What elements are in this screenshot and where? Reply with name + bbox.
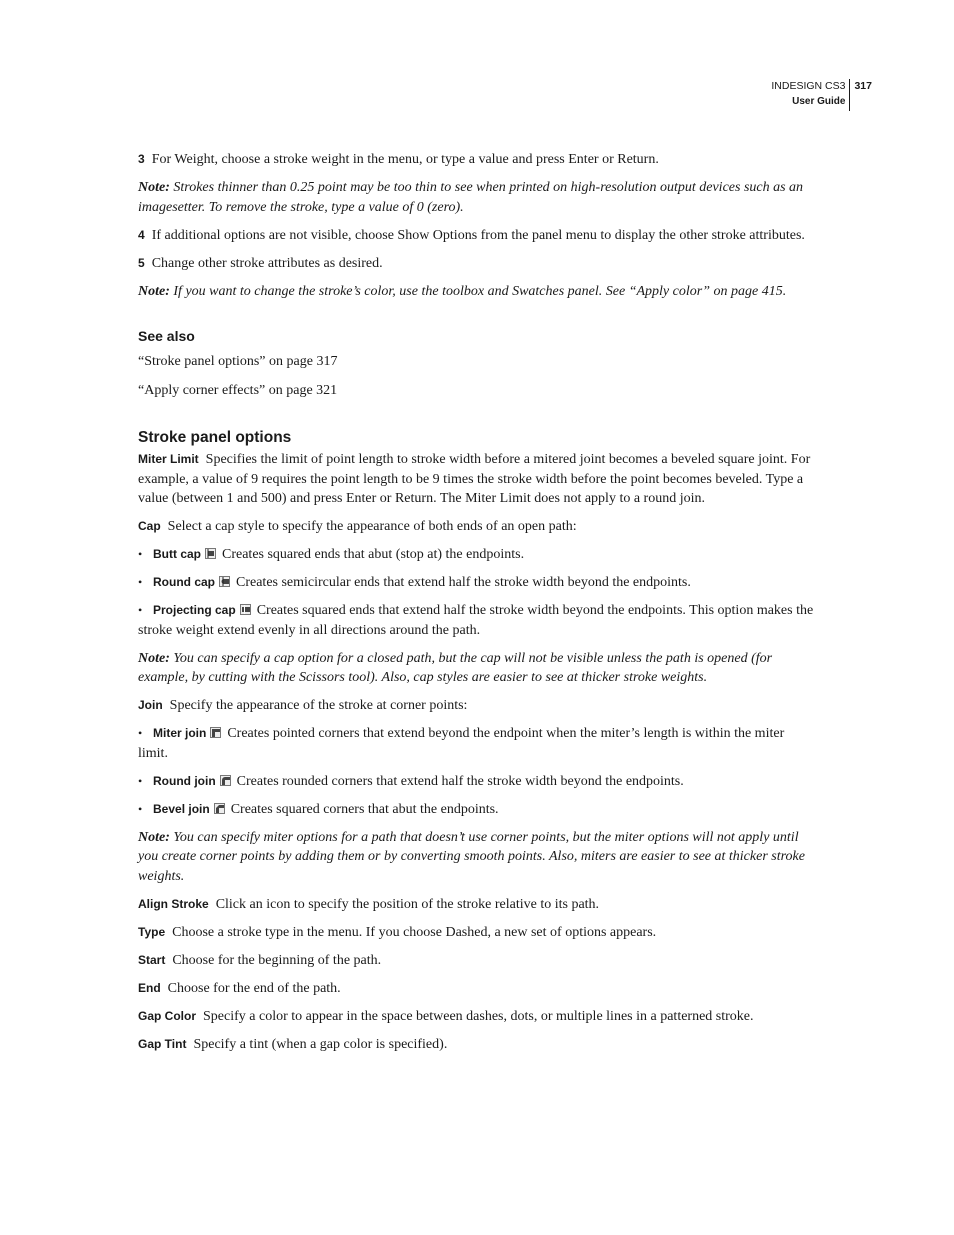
butt-cap-icon bbox=[205, 548, 216, 559]
step-5 bbox=[138, 254, 816, 274]
option-term: Gap Color bbox=[138, 1008, 197, 1023]
option-miter-limit bbox=[138, 450, 816, 509]
note-2 bbox=[138, 282, 816, 302]
step-number: 5 bbox=[138, 255, 145, 270]
option-start bbox=[138, 951, 816, 971]
note-label: Note: bbox=[138, 180, 170, 195]
option-term: Align Stroke bbox=[138, 896, 209, 911]
product-name: INDESIGN CS3 bbox=[771, 80, 846, 92]
option-term: Miter Limit bbox=[138, 452, 199, 466]
join-text: Creates rounded corners that extend half the stroke width beyond the endpoints. bbox=[236, 773, 684, 789]
option-cap bbox=[138, 517, 816, 537]
note-3 bbox=[138, 649, 816, 688]
note-1 bbox=[138, 178, 816, 217]
note-text: If you want to change the stroke’s color, use the toolbox and Swatches panel. See “Apply color” on page 415. bbox=[173, 283, 787, 299]
cap-item-butt bbox=[138, 545, 816, 565]
join-term: Miter join bbox=[153, 726, 207, 740]
join-text: Creates squared corners that abut the endpoints. bbox=[230, 801, 499, 817]
option-text: Choose for the end of the path. bbox=[167, 980, 341, 996]
cap-term: Projecting cap bbox=[153, 603, 236, 617]
option-text: Choose for the beginning of the path. bbox=[172, 952, 382, 968]
bullet: • bbox=[138, 575, 143, 589]
option-term: End bbox=[138, 980, 161, 995]
page-number: 317 bbox=[854, 80, 872, 92]
note-text: You can specify a cap option for a closed path, but the cap will not be visible unless the path is opened (for example, by cutting with the Scissors tool). Also, cap styles are easier to see at thicker stroke weights. bbox=[138, 650, 773, 685]
note-text: Strokes thinner than 0.25 point may be too thin to see when printed on high-resolution output devices such as an imagesetter. To remove the stroke, type a value of 0 (zero). bbox=[138, 180, 804, 215]
cap-text: Creates squared ends that abut (stop at) the endpoints. bbox=[222, 547, 525, 562]
option-term: Type bbox=[138, 924, 166, 939]
step-3 bbox=[138, 150, 816, 170]
round-join-icon bbox=[220, 775, 231, 786]
option-term: Gap Tint bbox=[138, 1036, 187, 1051]
cap-term: Round cap bbox=[153, 575, 215, 589]
join-term: Bevel join bbox=[153, 801, 210, 816]
option-text: Specify the appearance of the stroke at corner points: bbox=[169, 698, 468, 713]
join-text: Creates pointed corners that extend beyond the endpoint when the miter’s length is within the miter limit. bbox=[138, 726, 785, 761]
step-4 bbox=[138, 226, 816, 246]
cap-text: Creates squared ends that extend half the stroke width beyond the endpoints. This option makes the stroke weight extend evenly in all directions around the path. bbox=[138, 603, 814, 638]
step-number: 4 bbox=[138, 227, 145, 242]
note-label: Note: bbox=[138, 283, 170, 299]
bullet: • bbox=[138, 547, 143, 561]
see-also-link-stroke-panel-options[interactable]: “Stroke panel options” on page 317 bbox=[138, 354, 338, 369]
note-label: Note: bbox=[138, 829, 170, 845]
miter-join-icon bbox=[210, 727, 221, 738]
bullet: • bbox=[138, 773, 143, 788]
option-term: Cap bbox=[138, 519, 161, 533]
round-cap-icon bbox=[219, 576, 230, 587]
join-item-miter bbox=[138, 724, 816, 763]
step-number: 3 bbox=[138, 152, 145, 166]
cap-item-round bbox=[138, 573, 816, 593]
join-item-round bbox=[138, 772, 816, 792]
see-also-link-apply-corner-effects[interactable]: “Apply corner effects” on page 321 bbox=[138, 382, 338, 398]
see-also-heading: See also bbox=[138, 328, 195, 344]
step-text: Change other stroke attributes as desired. bbox=[151, 255, 383, 271]
note-4 bbox=[138, 828, 816, 887]
section-title: Stroke panel options bbox=[138, 429, 292, 446]
option-type bbox=[138, 923, 816, 943]
page-header bbox=[771, 79, 872, 111]
join-term: Round join bbox=[153, 773, 216, 788]
option-text: Specify a color to appear in the space between dashes, dots, or multiple lines in a patterned stroke. bbox=[203, 1008, 754, 1024]
header-text bbox=[771, 79, 849, 111]
step-text: If additional options are not visible, choose Show Options from the panel menu to display the other stroke attributes. bbox=[151, 227, 805, 243]
guide-name: User Guide bbox=[792, 96, 846, 107]
note-label: Note: bbox=[138, 650, 170, 666]
bullet: • bbox=[138, 603, 143, 617]
projecting-cap-icon bbox=[240, 604, 251, 615]
cap-text: Creates semicircular ends that extend half the stroke width beyond the endpoints. bbox=[236, 575, 691, 590]
note-text: You can specify miter options for a path that doesn’t use corner points, but the miter options will not apply until you create corner points by adding them or by converting smooth points. Also, miters are easier to see at thicker stroke weights. bbox=[138, 829, 805, 884]
bullet: • bbox=[138, 726, 143, 740]
option-term: Join bbox=[138, 698, 163, 712]
option-align-stroke bbox=[138, 895, 816, 915]
cap-item-projecting bbox=[138, 601, 816, 640]
cap-term: Butt cap bbox=[153, 547, 201, 561]
option-text: Choose a stroke type in the menu. If you choose Dashed, a new set of options appears. bbox=[172, 924, 657, 940]
step-text: For Weight, choose a stroke weight in the menu, or type a value and press Enter or Return. bbox=[151, 152, 659, 167]
option-term: Start bbox=[138, 952, 166, 967]
option-gap-color bbox=[138, 1007, 816, 1027]
option-text: Click an icon to specify the position of the stroke relative to its path. bbox=[215, 896, 600, 912]
option-text: Specify a tint (when a gap color is specified). bbox=[193, 1036, 448, 1052]
page-body bbox=[138, 150, 816, 1054]
bevel-join-icon bbox=[214, 803, 225, 814]
option-join bbox=[138, 696, 816, 716]
option-end bbox=[138, 979, 816, 999]
bullet: • bbox=[138, 801, 143, 816]
join-item-bevel bbox=[138, 800, 816, 820]
option-text: Specifies the limit of point length to stroke width before a mitered joint becomes a beveled square joint. For example, a value of 9 requires the point length to be 9 times the stroke width before the point becomes beveled. Type a value (between 1 and 500) and press Enter or Return. The Miter Limit does not apply to a round join. bbox=[138, 452, 811, 506]
option-gap-tint bbox=[138, 1035, 816, 1055]
option-text: Select a cap style to specify the appearance of both ends of an open path: bbox=[167, 519, 577, 534]
